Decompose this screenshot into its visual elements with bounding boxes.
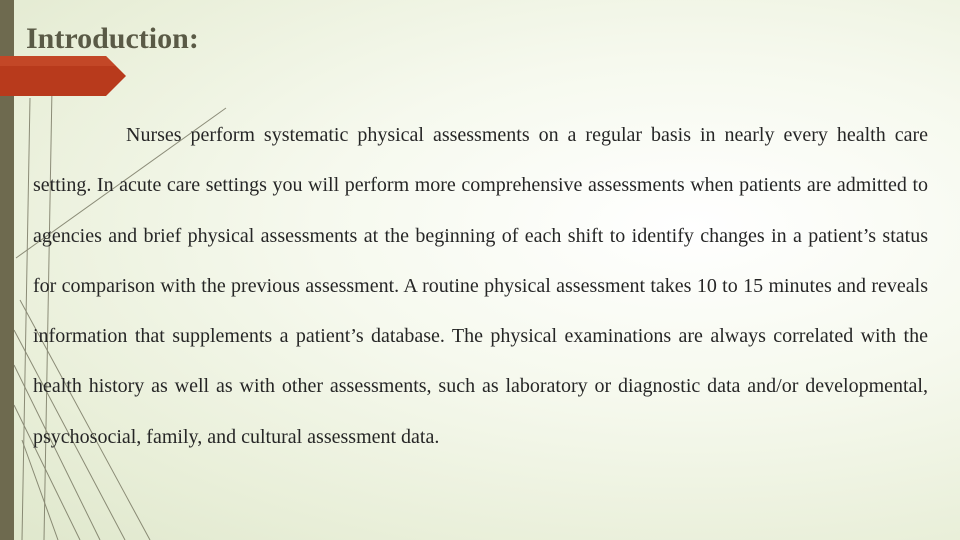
slide-title: Introduction: <box>26 22 199 55</box>
title-accent-tab <box>0 56 126 96</box>
body-paragraph: Nurses perform systematic physical assessments on a regular basis in nearly every health care setting. In acute care settings you will perform more comprehensive assessments when patients are admitted to agencies and brief physical assessments at the beginning of each shift to identify changes in a patient’s status for comparison with the previous assessment. A routine physical assessment takes 10 to 15 minutes and reveals information that supplements a patient’s database. The physical examinations are always correlated with the health history as well as with other assessments, such as laboratory or diagnostic data and/or developmental, psychosocial, family, and cultural assessment data. <box>33 124 928 448</box>
